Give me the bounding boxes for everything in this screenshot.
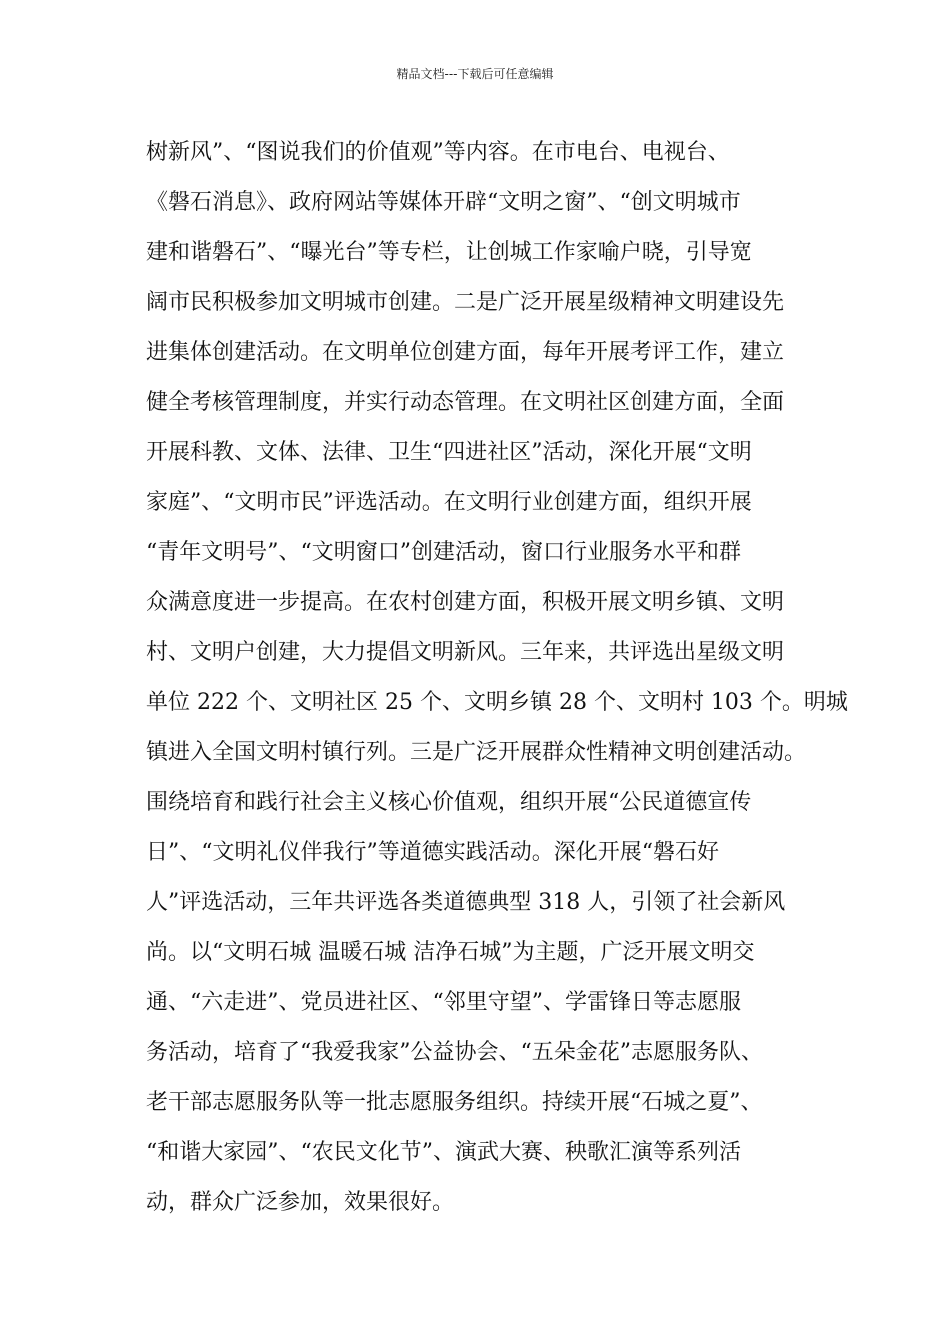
text-line: 家庭”、“文明市民”评选活动。在文明行业创建方面，组织开展 — [146, 490, 752, 515]
text-line: 尚。以“文明石城 温暖石城 洁净石城”为主题，广泛开展文明交 — [146, 940, 755, 965]
text-line: 镇进入全国文明村镇行列。三是广泛开展群众性精神文明创建活动。 — [146, 740, 807, 765]
text-line: 老干部志愿服务队等一批志愿服务组织。持续开展“石城之夏”、 — [146, 1090, 763, 1115]
text-line: 日”、“文明礼仪伴我行”等道德实践活动。深化开展“磐石好 — [146, 840, 719, 865]
text-line: 树新风”、“图说我们的价值观”等内容。在市电台、电视台、 — [146, 140, 730, 165]
text-line: 围绕培育和践行社会主义核心价值观，组织开展“公民道德宣传 — [146, 790, 752, 815]
page-header: 精品文档---下载后可任意编辑 — [396, 67, 554, 81]
text-line: 通、“六走进”、党员进社区、“邻里守望”、学雷锋日等志愿服 — [146, 990, 741, 1015]
text-line: 《磐石消息》、政府网站等媒体开辟“文明之窗”、“创文明城市 — [146, 190, 741, 215]
text-line: 村、文明户创建，大力提倡文明新风。三年来，共评选出星级文明 — [146, 640, 785, 665]
body-text — [146, 128, 848, 1228]
text-line: 开展科教、文体、法律、卫生“四进社区”活动，深化开展“文明 — [146, 440, 752, 465]
text-line: 进集体创建活动。在文明单位创建方面，每年开展考评工作，建立 — [146, 340, 785, 365]
text-line: 单位 222 个、文明社区 25 个、文明乡镇 28 个、文明村 103 个。明城 — [146, 690, 848, 715]
text-line: “青年文明号”、“文明窗口”创建活动，窗口行业服务水平和群 — [146, 540, 741, 565]
text-line: 众满意度进一步提高。在农村创建方面，积极开展文明乡镇、文明 — [146, 590, 785, 615]
text-line: 务活动，培育了“我爱我家”公益协会、“五朵金花”志愿服务队、 — [146, 1040, 763, 1065]
text-line: 健全考核管理制度，并实行动态管理。在文明社区创建方面，全面 — [146, 390, 785, 415]
text-line: 建和谐磐石”、“曝光台”等专栏，让创城工作家喻户晓，引导宽 — [146, 240, 752, 265]
text-line: 阔市民积极参加文明城市创建。二是广泛开展星级精神文明建设先 — [146, 290, 785, 315]
text-line: 动，群众广泛参加，效果很好。 — [146, 1190, 455, 1215]
text-line: 人”评选活动，三年共评选各类道德典型 318 人，引领了社会新风 — [146, 890, 786, 915]
text-line: “和谐大家园”、“农民文化节”、演武大赛、秧歌汇演等系列活 — [146, 1140, 741, 1165]
